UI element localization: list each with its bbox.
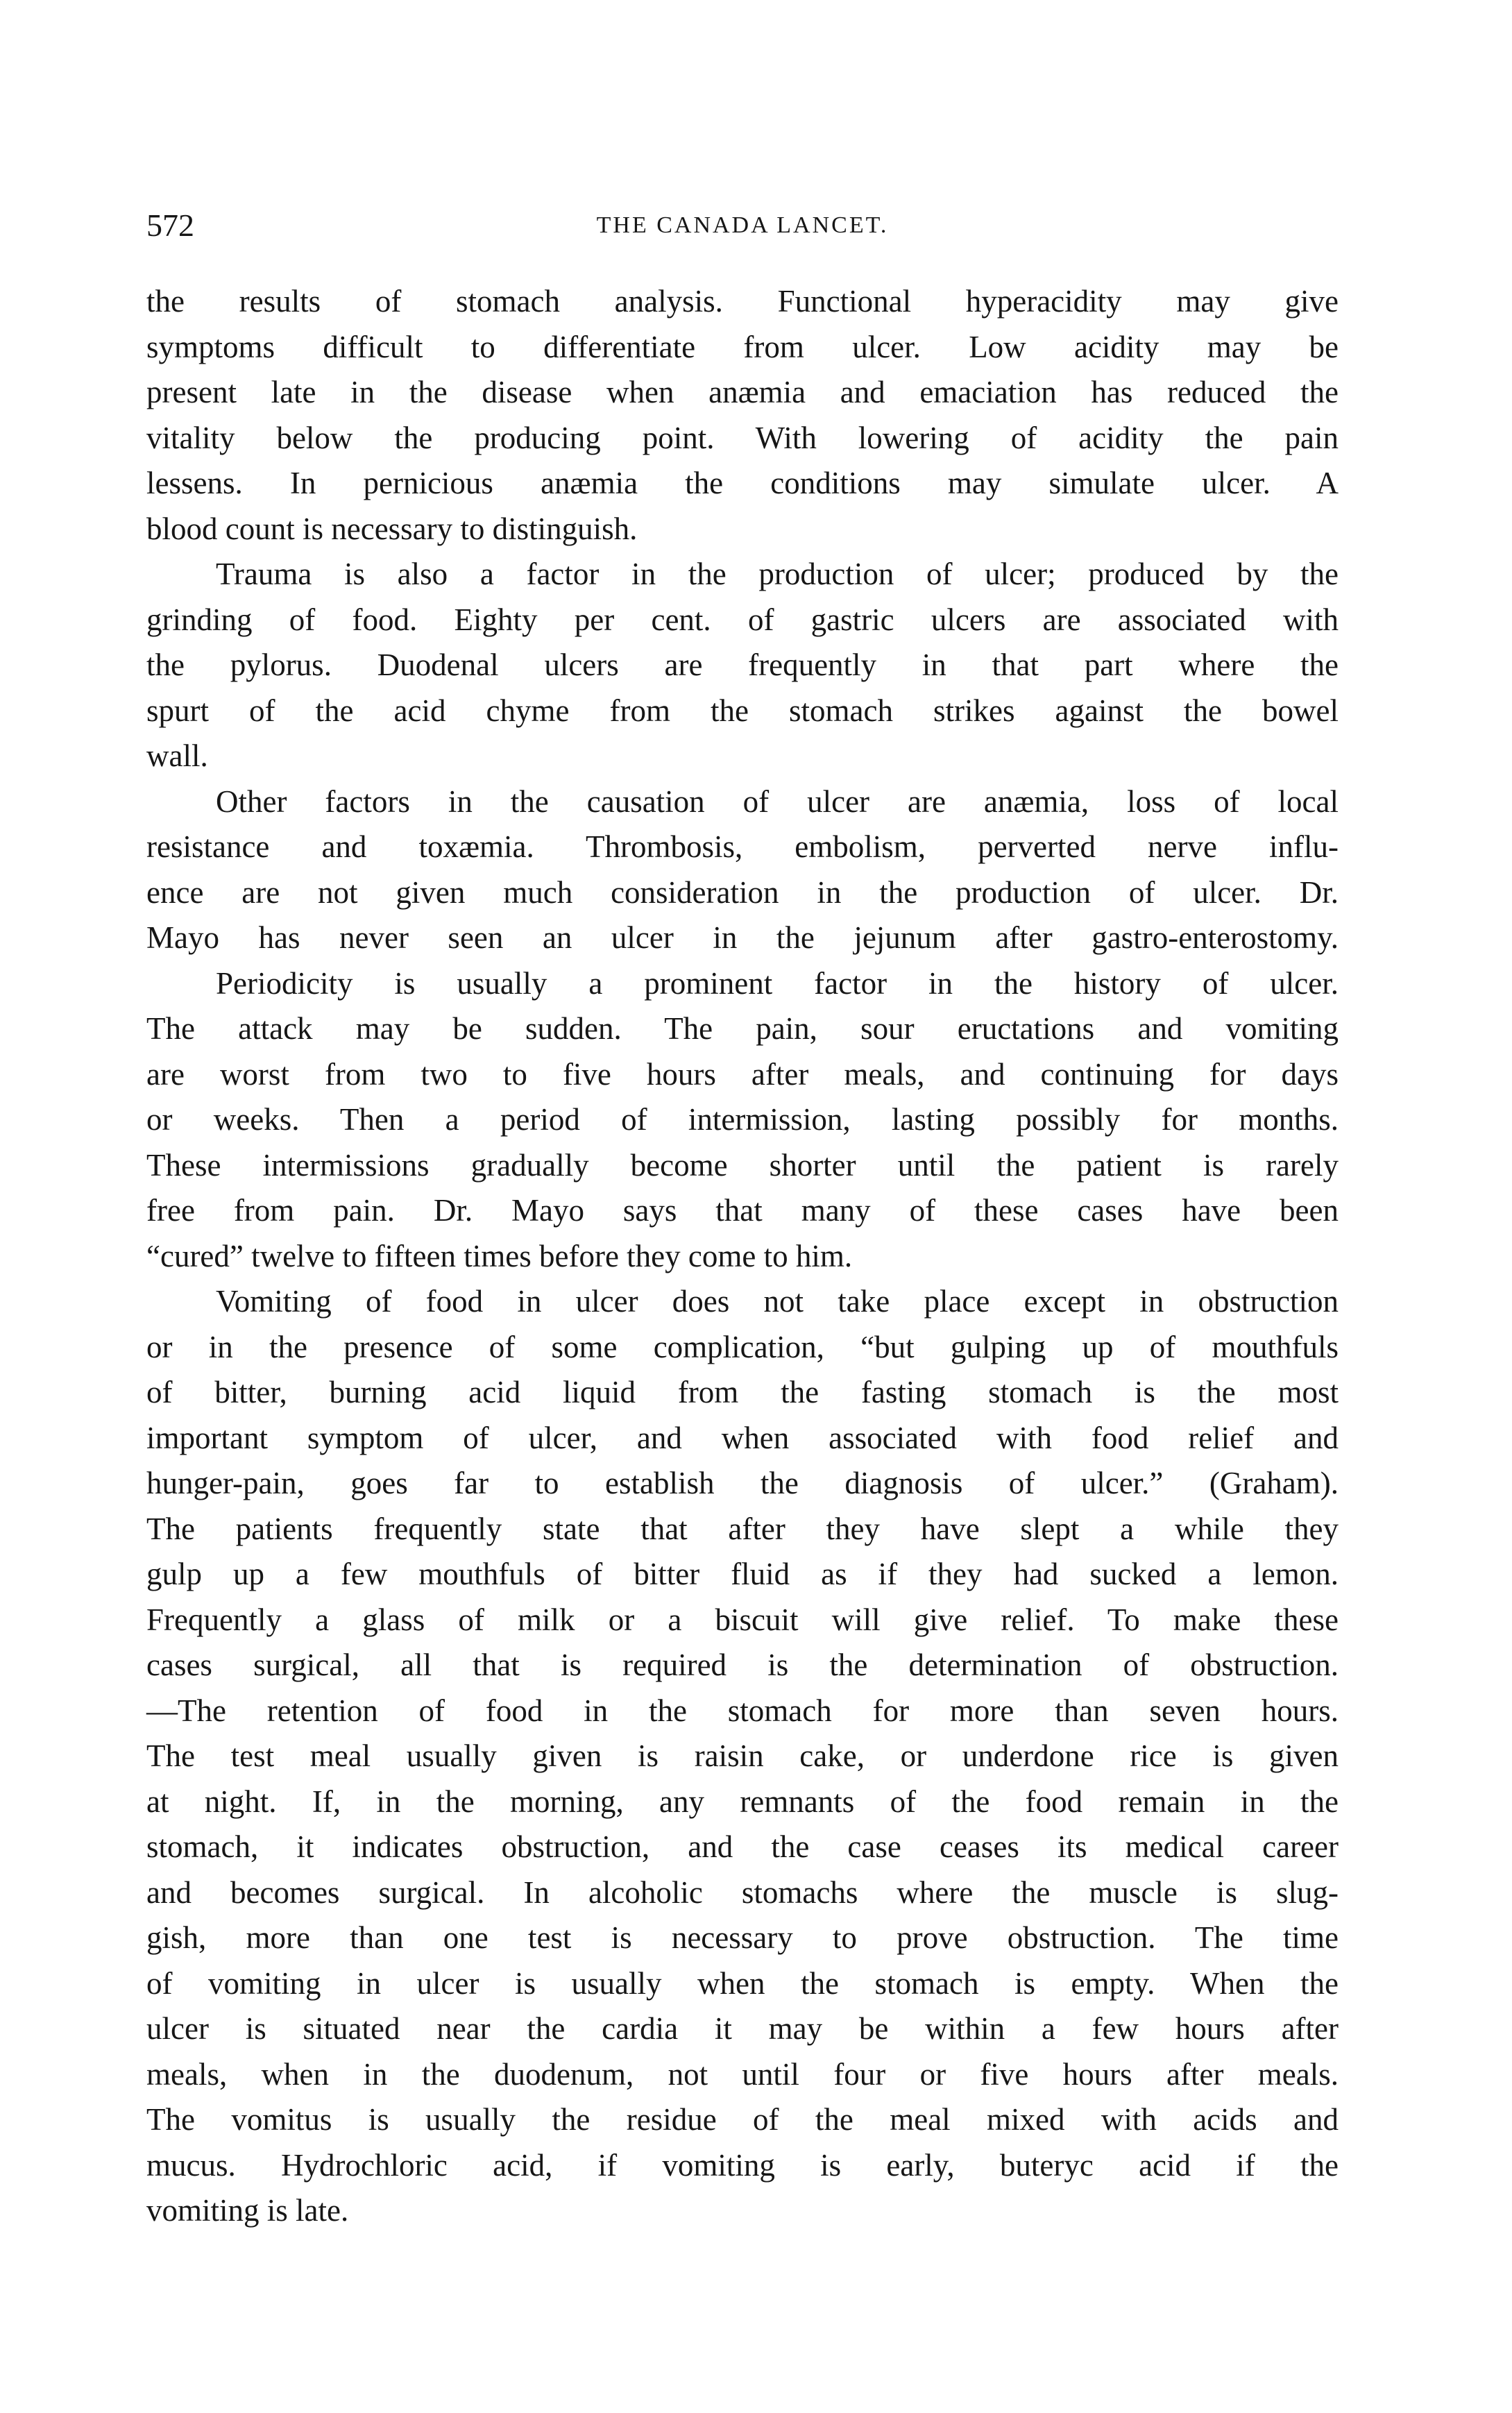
text-line: Vomiting of food in ulcer does not take place except in obstruction (216, 1284, 1339, 1319)
text-line: at night. If, in the morning, any remnants of the food remain in the (146, 1784, 1339, 1819)
text-line: gish, more than one test is necessary to prove obstruction. The time (146, 1920, 1339, 1955)
text-line: Periodicity is usually a prominent factor in the history of ulcer. (216, 965, 1339, 1001)
text-line: the pylorus. Duodenal ulcers are frequently in that part where the (146, 647, 1339, 682)
text-line: grinding of food. Eighty per cent. of gastric ulcers are associated with (146, 602, 1339, 637)
text-line: cases surgical, all that is required is the determination of obstruction. (146, 1648, 1339, 1682)
text-line: free from pain. Dr. Mayo says that many of these cases have been (146, 1193, 1339, 1228)
text-line: resistance and toxæmia. Thrombosis, embolism, perverted nerve influ- (146, 829, 1339, 864)
text-line: Trauma is also a factor in the production of ulcer; produced by the (216, 557, 1339, 591)
text-line: gulp up a few mouthfuls of bitter fluid as if they had sucked a lemon. (146, 1557, 1339, 1591)
text-line: —The retention of food in the stomach for more than seven hours. (146, 1693, 1339, 1728)
text-line: blood count is necessary to distinguish. (146, 511, 638, 546)
text-line: Other factors in the causation of ulcer are anæmia, loss of local (216, 784, 1339, 819)
text-line: Frequently a glass of milk or a biscuit will give relief. To make these (146, 1602, 1339, 1637)
text-line: the results of stomach analysis. Functional hyperacidity may give (146, 284, 1339, 319)
text-line: Mayo has never seen an ulcer in the jejunum after gastro-enterostomy. (146, 920, 1339, 955)
text-line: The vomitus is usually the residue of the meal mixed with acids and (146, 2102, 1339, 2137)
page-number: 572 (146, 208, 194, 243)
paragraph (146, 961, 1339, 1280)
text-line: The attack may be sudden. The pain, sour eructations and vomiting (146, 1011, 1339, 1046)
text-line: The patients frequently state that after they have slept a while they (146, 1511, 1339, 1546)
paragraph (146, 779, 1339, 961)
body-text (146, 279, 1339, 2234)
text-line: stomach, it indicates obstruction, and the case ceases its medical career (146, 1829, 1339, 1864)
text-line: of bitter, burning acid liquid from the fasting stomach is the most (146, 1375, 1339, 1409)
paragraph (146, 279, 1339, 552)
text-line: “cured” twelve to fifteen times before they come to him. (146, 1238, 853, 1273)
text-line: The test meal usually given is raisin cake, or underdone rice is given (146, 1738, 1339, 1773)
text-line: vitality below the producing point. With lowering of acidity the pain (146, 420, 1339, 455)
text-line: spurt of the acid chyme from the stomach strikes against the bowel (146, 693, 1339, 728)
text-line: and becomes surgical. In alcoholic stomachs where the muscle is slug- (146, 1874, 1339, 1910)
text-line: meals, when in the duodenum, not until four or five hours after meals. (146, 2056, 1339, 2092)
text-line: ence are not given much consideration in the production of ulcer. Dr. (146, 874, 1339, 910)
text-line: or weeks. Then a period of intermission, lasting possibly for months. (146, 1102, 1339, 1137)
text-line: symptoms difficult to differentiate from ulcer. Low acidity may be (146, 329, 1339, 364)
text-line: hunger-pain, goes far to establish the diagnosis of ulcer.” (Graham). (146, 1466, 1339, 1500)
paragraph (146, 1279, 1339, 2234)
text-line: ulcer is situated near the cardia it may be within a few hours after (146, 2011, 1339, 2046)
text-line: These intermissions gradually become shorter until the patient is rarely (146, 1147, 1339, 1183)
text-line: wall. (146, 738, 208, 773)
text-line: vomiting is late. (146, 2193, 349, 2228)
text-line: lessens. In pernicious anæmia the conditions may simulate ulcer. A (146, 466, 1339, 500)
text-line: of vomiting in ulcer is usually when the stomach is empty. When the (146, 1965, 1339, 2001)
text-line: mucus. Hydrochloric acid, if vomiting is early, buteryc acid if the (146, 2147, 1339, 2183)
text-line: or in the presence of some complication, “but gulping up of mouthfuls (146, 1329, 1339, 1364)
text-line: present late in the disease when anæmia and emaciation has reduced the (146, 375, 1339, 409)
running-head: THE CANADA LANCET. (596, 212, 889, 238)
paragraph (146, 552, 1339, 779)
text-line: important symptom of ulcer, and when associated with food relief and (146, 1420, 1339, 1455)
text-line: are worst from two to five hours after meals, and continuing for days (146, 1056, 1339, 1092)
